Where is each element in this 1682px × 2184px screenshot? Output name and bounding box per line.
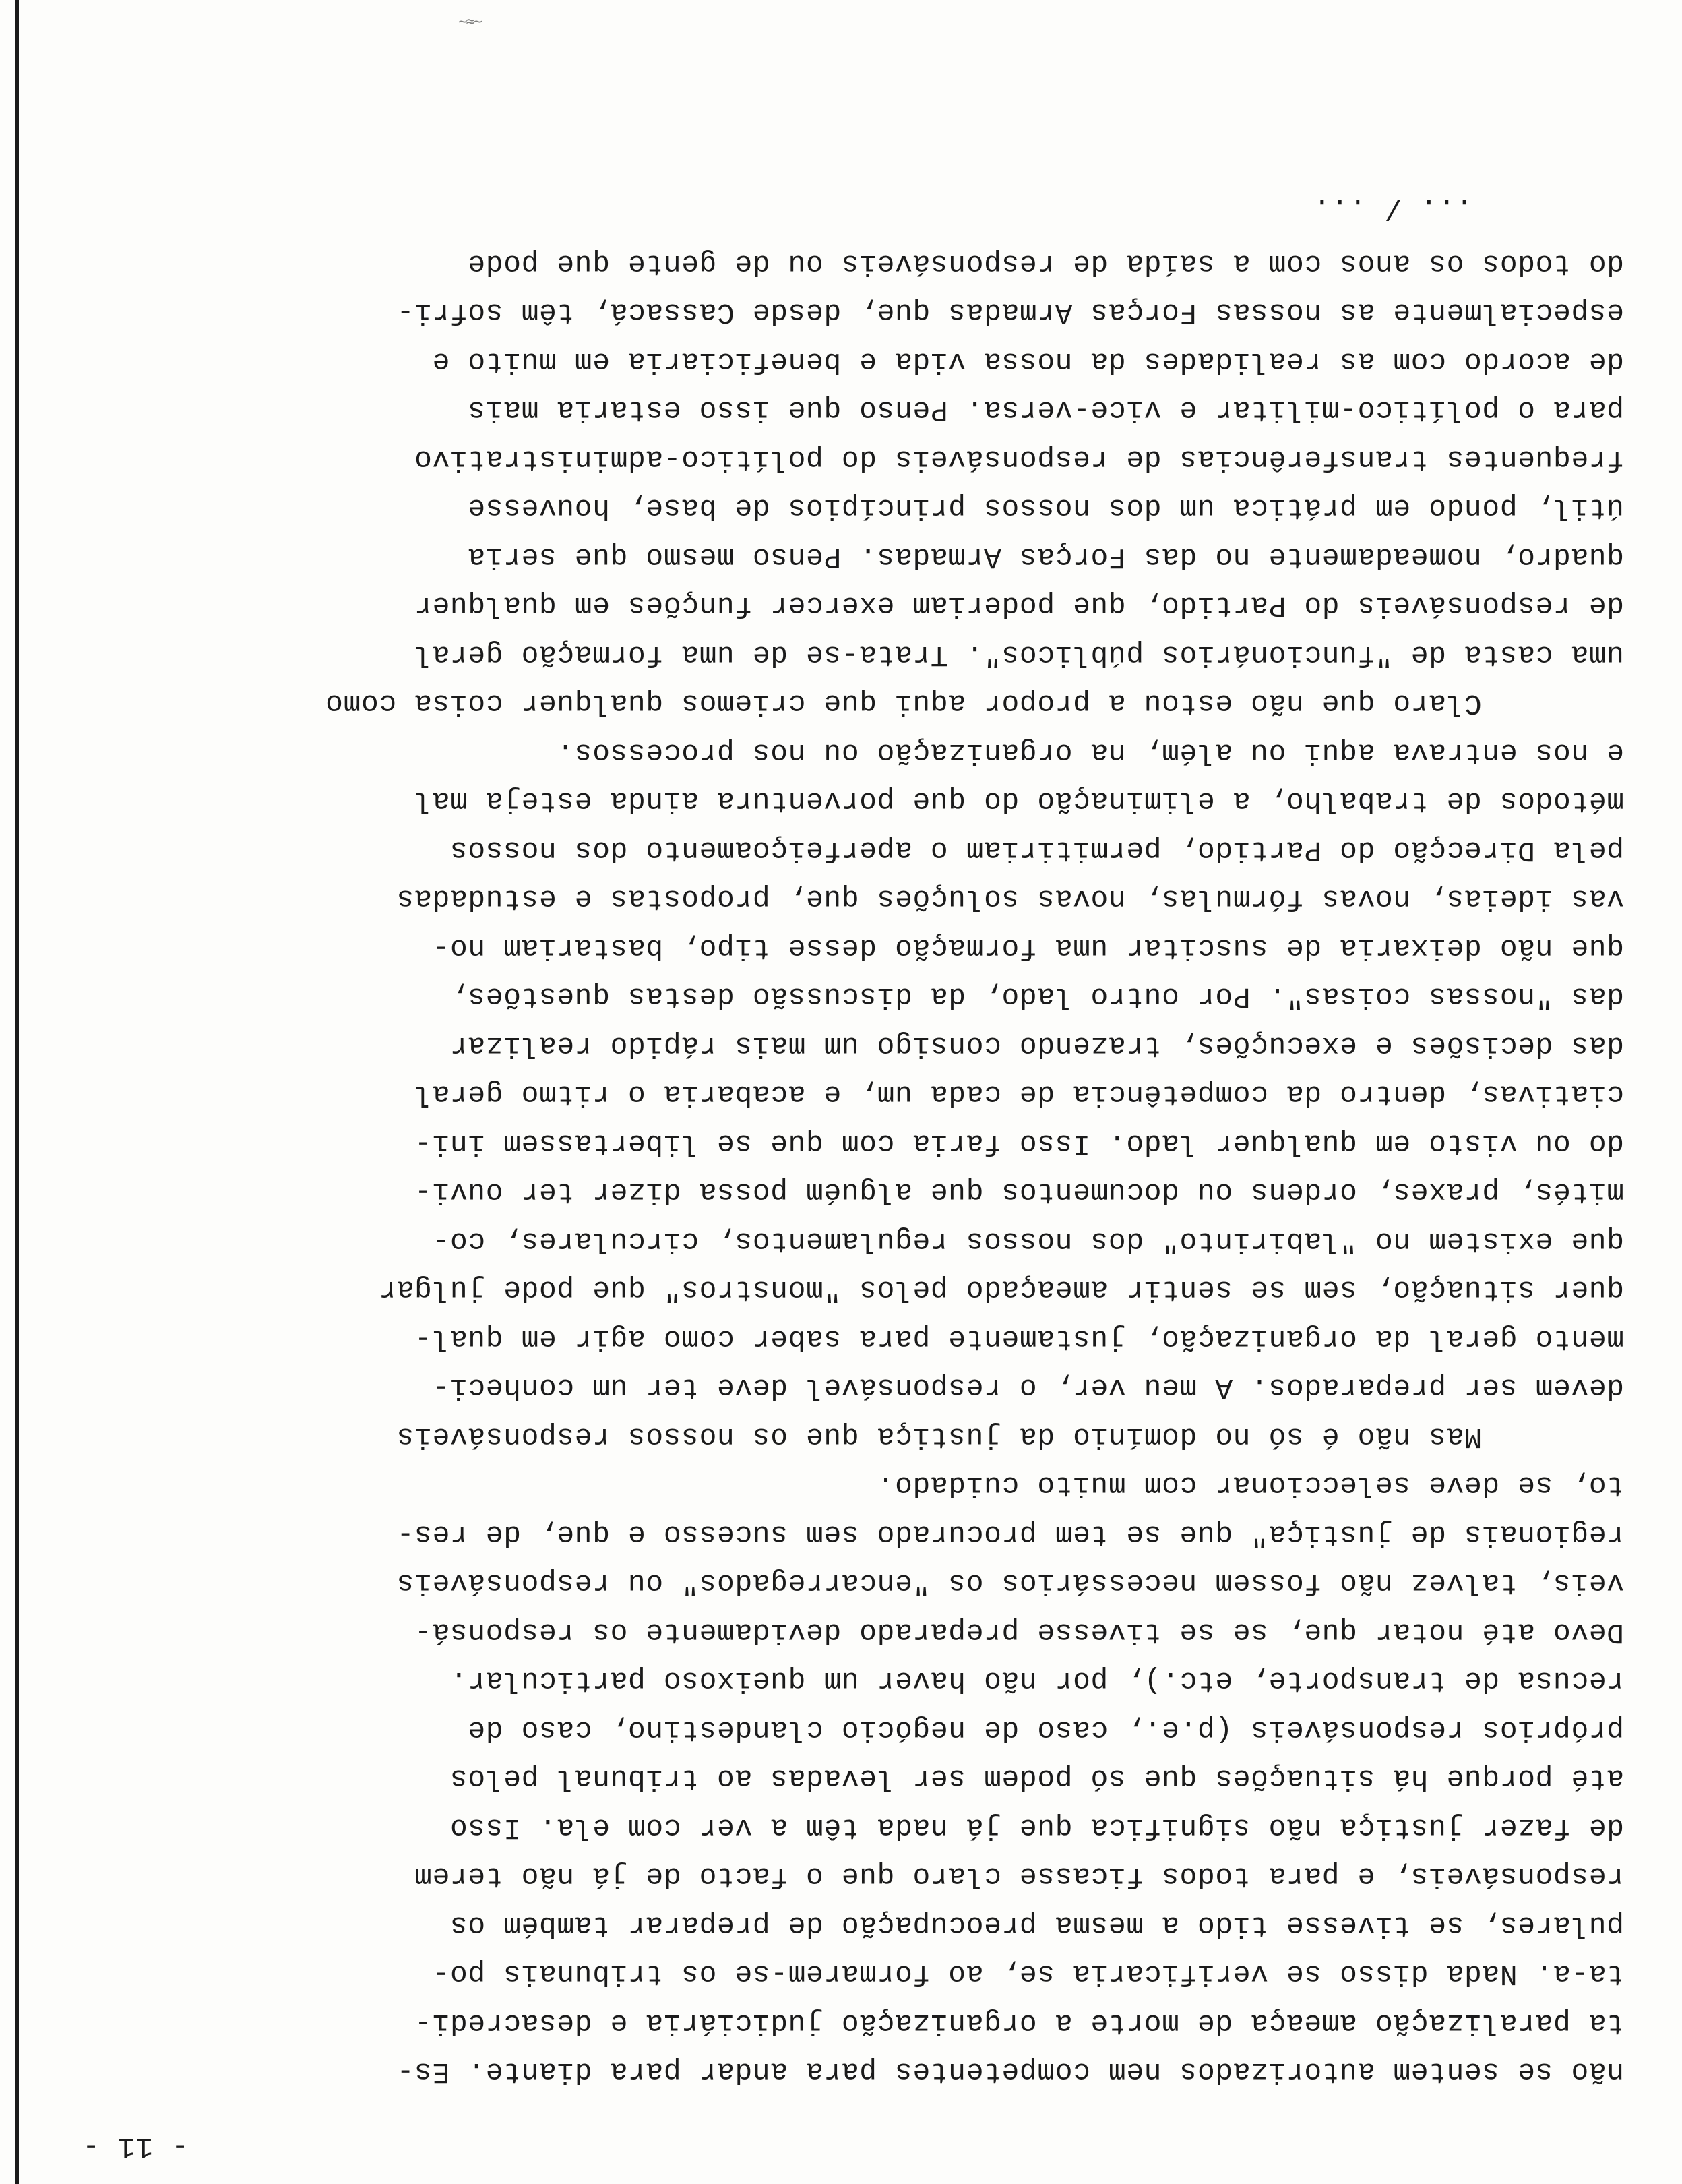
text-line: recusa de transporte, etc.), por não haver um queixoso particular. bbox=[449, 1664, 1624, 1698]
text-line: próprios responsáveis (p.e., caso de negócio clandestino, caso de bbox=[467, 1713, 1624, 1747]
text-line: das decisões e execuções, trazendo consigo um mais rápido realizar bbox=[449, 1029, 1624, 1062]
typed-lines bbox=[54, 239, 1624, 2096]
text-line: ta-a. Nada disso se verificaria se, ao formarem-se os tribunais po- bbox=[431, 1958, 1624, 1991]
typescript-body bbox=[54, 183, 1624, 2171]
text-line: útil, pondo em prática um dos nossos princípios de base, houvesse bbox=[467, 491, 1624, 525]
page-number: - 11 - bbox=[82, 2130, 189, 2163]
text-line: de acordo com as realidades da nossa vida e beneficiaria em muito e bbox=[431, 345, 1624, 378]
text-line: não se sentem autorizados nem competentes para andar para diante. Es- bbox=[396, 2055, 1624, 2089]
text-line: até porque há situações que só podem ser levadas ao tribunal pelos bbox=[449, 1762, 1624, 1796]
text-line: veis, talvez não fossem necessários os "encarregados" ou responsáveis bbox=[396, 1567, 1624, 1600]
text-line: regionais de justiça" que se tem procurado sem sucesso e que, de res- bbox=[396, 1518, 1624, 1551]
text-line: uma casta de "funcionários públicos". Trata-se de uma formação geral bbox=[414, 638, 1624, 671]
text-line: e nos entrava aqui ou além, na organização ou nos processos. bbox=[556, 736, 1624, 769]
text-line: Devo até notar que, se se tivesse preparado devidamente os responsá- bbox=[414, 1616, 1624, 1649]
text-line: quadro, nomeadamente no das Forças Armadas. Penso mesmo que seria bbox=[467, 541, 1624, 574]
text-line: pulares, se tivesse tido a mesma preocupação de preparar também os bbox=[449, 1909, 1624, 1942]
text-line: que existem no "labirinto" dos nossos regulamentos, circulares, co- bbox=[431, 1225, 1624, 1258]
text-line: de fazer justiça não significa que já nada têm a ver com ela. Isso bbox=[449, 1811, 1624, 1844]
text-line: Claro que não estou a propor aqui que criemos qualquer coisa como bbox=[325, 687, 1624, 721]
text-line: para o político-militar e vice-versa. Penso que isso estaria mais bbox=[467, 394, 1624, 427]
text-line: vas ideias, novas fórmulas, novas soluções que, propostas e estudadas bbox=[396, 882, 1624, 916]
text-line: de responsáveis do Partido, que poderiam exercer funções em qualquer bbox=[414, 589, 1624, 623]
text-line: que não deixaria de suscitar uma formação desse tipo, bastariam no- bbox=[431, 932, 1624, 965]
text-line: ciativas, dentro da competência de cada um, e acabaria o ritmo geral bbox=[414, 1078, 1624, 1112]
text-line: pela Direcção do Partido, permitiriam o aperfeiçoamento dos nossos bbox=[449, 834, 1624, 867]
text-line: responsáveis, e para todos ficasse claro que o facto de já não terem bbox=[414, 1860, 1624, 1893]
text-line: ta paralização ameaça de morte a organização judiciária e desacredi- bbox=[414, 2007, 1624, 2040]
continuation-mark: ... / ... bbox=[1313, 191, 1473, 225]
text-line: do ou visto em qualquer lado. Isso faria com que se libertassem ini- bbox=[414, 1127, 1624, 1160]
text-line: especialmente as nossas Forças Armadas que, desde Cassacá, têm sofri- bbox=[396, 296, 1624, 330]
text-line: mento geral da organização, justamente para saber como agir em qual- bbox=[414, 1323, 1624, 1356]
text-line: Mas não é só no domínio da justiça que os nossos responsáveis bbox=[396, 1420, 1624, 1453]
text-line: das "nossas coisas". Por outro lado, da discussão destas questões, bbox=[449, 980, 1624, 1014]
text-line: métodos de trabalho, a eliminação do que porventura ainda esteja mal bbox=[414, 785, 1624, 818]
ink-smudge: ~≈~ bbox=[460, 13, 482, 30]
text-line: quer situação, sem se sentir ameaçado pelos "monstros" que pode julgar bbox=[378, 1273, 1624, 1307]
text-line: mités, praxes, ordens ou documentos que alguém possa dizer ter ouvi- bbox=[414, 1176, 1624, 1209]
text-line: to, se deve seleccionar com muito cuidado. bbox=[877, 1469, 1624, 1503]
text-line: do todos os anos com a saída de responsáveis ou de gente que pode bbox=[467, 247, 1624, 280]
scan-edge bbox=[15, 0, 19, 2184]
text-line: frequentes transferências de responsáveis do político-administrativo bbox=[414, 443, 1624, 476]
text-line: devem ser preparados. A meu ver, o responsável deve ter um conheci- bbox=[431, 1371, 1624, 1405]
